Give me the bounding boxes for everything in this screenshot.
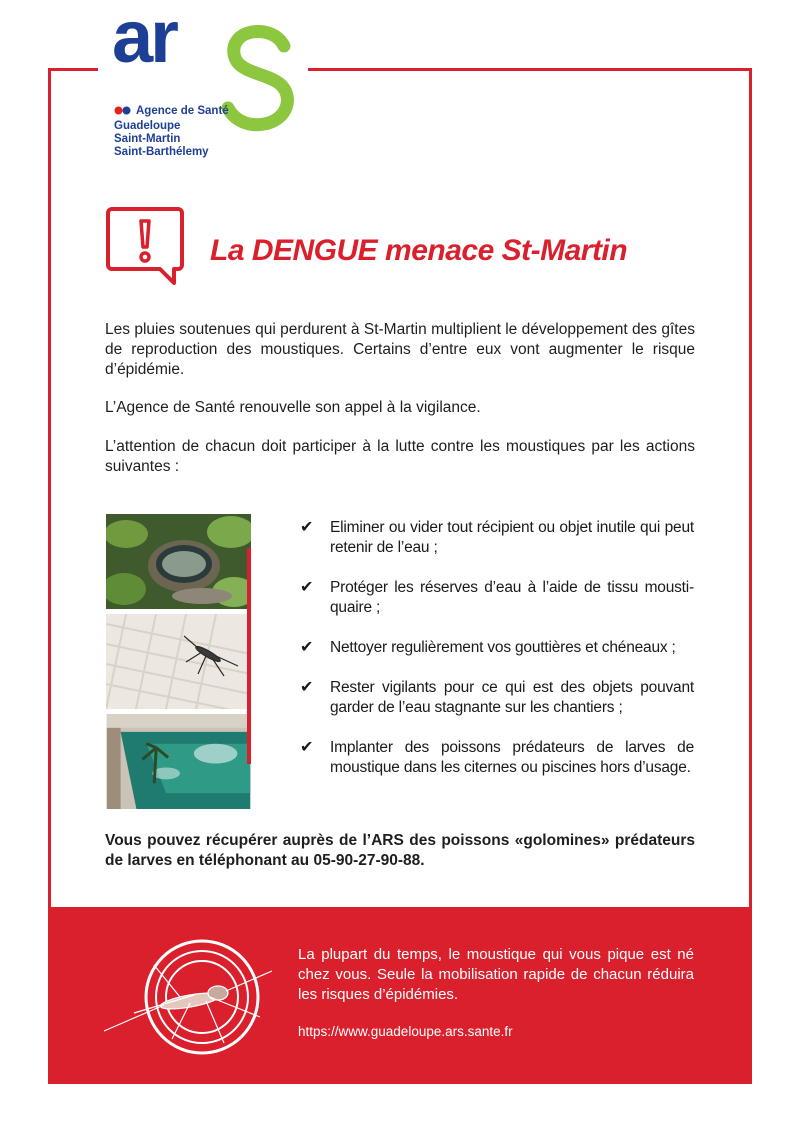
page-title: La DENGUE menace St-Martin <box>210 234 628 267</box>
intro-paragraph-1: Les pluies soutenues qui perdurent à St-Martin multiplient le développement des gîtes de reproduction des moustiques. Certains d’entre eux vont augmenter le risque d’épidémie. <box>105 321 695 378</box>
photo-strip <box>106 514 251 800</box>
action-text: Eliminer ou vider tout récipient ou objet inutile qui peut retenir de l’eau ; <box>330 519 694 556</box>
logo-region-saint-barthelemy: Saint-Barthélemy <box>114 146 209 158</box>
logo-region-saint-martin: Saint-Martin <box>114 133 181 145</box>
green-pool-photo <box>106 714 251 809</box>
checkmark-icon: ✔ <box>300 739 314 756</box>
checkmark-icon: ✔ <box>300 679 314 696</box>
mosquito-net-photo <box>106 614 251 709</box>
footer-message: La plupart du temps, le moustique qui vous pique est né chez vous. Seule la mobilisation rapide de chacun réduira les risques d’épidémies. <box>298 946 694 1003</box>
exclamation-speech-bubble-icon <box>104 205 186 287</box>
container-with-water-photo <box>106 514 251 609</box>
checkmark-icon: ✔ <box>300 579 314 596</box>
action-item <box>300 518 694 558</box>
photo-accent-bar <box>247 548 251 764</box>
footer-banner <box>48 907 752 1084</box>
intro-paragraph-2: L’Agence de Santé renouvelle son appel à la vigilance. <box>105 399 481 416</box>
intro-paragraph-3: L’attention de chacun doit participer à la lutte contre les moustiques par les actions suivantes : <box>105 438 695 475</box>
logo-s-letter <box>218 24 302 134</box>
footer-website-link[interactable]: https://www.guadeloupe.ars.sante.fr <box>298 1024 513 1039</box>
logo-regions <box>114 120 209 159</box>
logo-agency-label <box>114 105 229 117</box>
action-list <box>300 518 694 798</box>
action-item <box>300 678 694 718</box>
action-item <box>300 738 694 778</box>
action-text: Rester vigilants pour ce qui est des objets pouvant garder de l’eau stagnante sur les chantiers ; <box>330 679 694 716</box>
ars-logo <box>98 0 308 158</box>
logo-dots-icon <box>114 106 132 115</box>
action-text: Implanter des poissons prédateurs de larves de moustique dans les citernes ou piscines hors d’usage. <box>330 739 694 776</box>
logo-region-guadeloupe: Guadeloupe <box>114 120 181 132</box>
logo-ar-text: ar <box>112 0 176 78</box>
checkmark-icon: ✔ <box>300 639 314 656</box>
action-item <box>300 638 694 658</box>
contact-paragraph: Vous pouvez récupérer auprès de l’ARS des poissons «golomines» prédateurs de larves en téléphonant au 05-90-27-90-88. <box>105 832 695 869</box>
checkmark-icon: ✔ <box>300 519 314 536</box>
mosquito-target-icon <box>94 935 274 1055</box>
action-item <box>300 578 694 618</box>
action-text: Protéger les réserves d’eau à l’aide de tissu mousti-quaire ; <box>330 579 694 616</box>
logo-agency-text: Agence de Santé <box>136 105 229 117</box>
action-text: Nettoyer regulièrement vos gouttières et chéneaux ; <box>330 639 676 656</box>
